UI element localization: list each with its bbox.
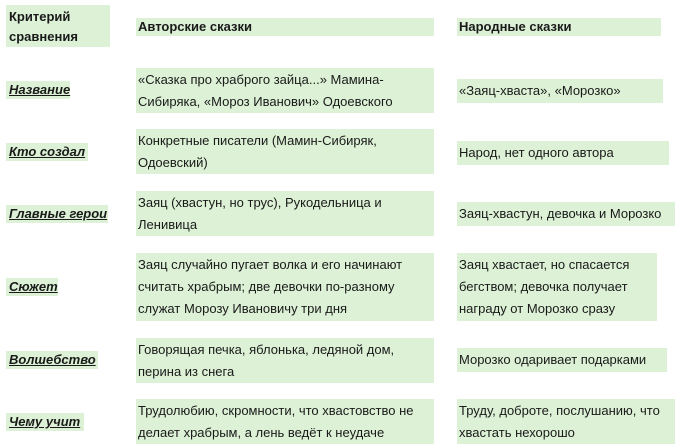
criterion-header-line: сравнения — [9, 29, 78, 44]
authors-cell-magic — [136, 338, 434, 383]
criterion-heroes: Главные герои — [6, 205, 108, 223]
criterion-title: Название — [6, 81, 70, 99]
criterion-plot: Сюжет — [6, 278, 58, 296]
criterion-column-header — [6, 5, 110, 47]
cell-line: делает храбрым, а лень ведёт к неудаче — [138, 425, 385, 440]
cell-line: Говорящая печка, яблонька, ледяной дом, — [138, 342, 395, 357]
cell-line: Конкретные писатели (Мамин-Сибиряк, — [138, 133, 377, 148]
cell-line: Ленивица — [138, 217, 198, 232]
cell-line: Труду, доброте, послушанию, что — [459, 403, 660, 418]
authors-cell-title — [136, 68, 434, 113]
authors-cell-creator — [136, 129, 434, 174]
authors-column-header: Авторские сказки — [136, 18, 434, 36]
criterion-lesson: Чему учит — [6, 413, 84, 431]
authors-cell-lesson — [136, 399, 434, 444]
folk-cell-lesson — [457, 399, 675, 444]
criterion-creator: Кто создал — [6, 143, 88, 161]
cell-line: Трудолюбию, скромности, что хвастовство не — [138, 403, 414, 418]
cell-line: Заяц случайно пугает волка и его начинают — [138, 257, 403, 272]
cell-line: считать храбрым; две девочки по-разному — [138, 279, 395, 294]
cell-line: бегством; девочка получает — [459, 279, 628, 294]
cell-line: Народ, нет одного автора — [459, 145, 614, 160]
criterion-magic: Волшебство — [6, 351, 98, 369]
cell-line: «Сказка про храброго зайца...» Мамина- — [138, 72, 384, 87]
cell-line: Сибиряка, «Мороз Иванович» Одоевского — [138, 94, 393, 109]
folk-cell-heroes — [457, 202, 675, 226]
folk-cell-magic — [457, 348, 667, 372]
cell-line: Одоевский) — [138, 155, 208, 170]
criterion-header-line: Критерий — [9, 9, 71, 24]
folk-cell-plot — [457, 253, 657, 321]
cell-line: перина из снега — [138, 364, 235, 379]
cell-line: Морозко одаривает подарками — [459, 352, 647, 367]
folk-cell-title — [457, 79, 663, 103]
cell-line: «Заяц-хваста», «Морозко» — [459, 83, 621, 98]
cell-line: Заяц-хвастун, девочка и Морозко — [459, 206, 662, 221]
folk-column-header: Народные сказки — [457, 18, 661, 36]
authors-cell-heroes — [136, 191, 434, 236]
folk-cell-creator — [457, 141, 669, 165]
cell-line: Заяц (хвастун, но трус), Рукодельница и — [138, 195, 382, 210]
authors-cell-plot — [136, 253, 434, 321]
cell-line: хвастать нехорошо — [459, 425, 575, 440]
cell-line: служат Морозу Ивановичу три дня — [138, 301, 348, 316]
cell-line: награду от Морозко сразу — [459, 301, 616, 316]
cell-line: Заяц хвастает, но спасается — [459, 257, 630, 272]
